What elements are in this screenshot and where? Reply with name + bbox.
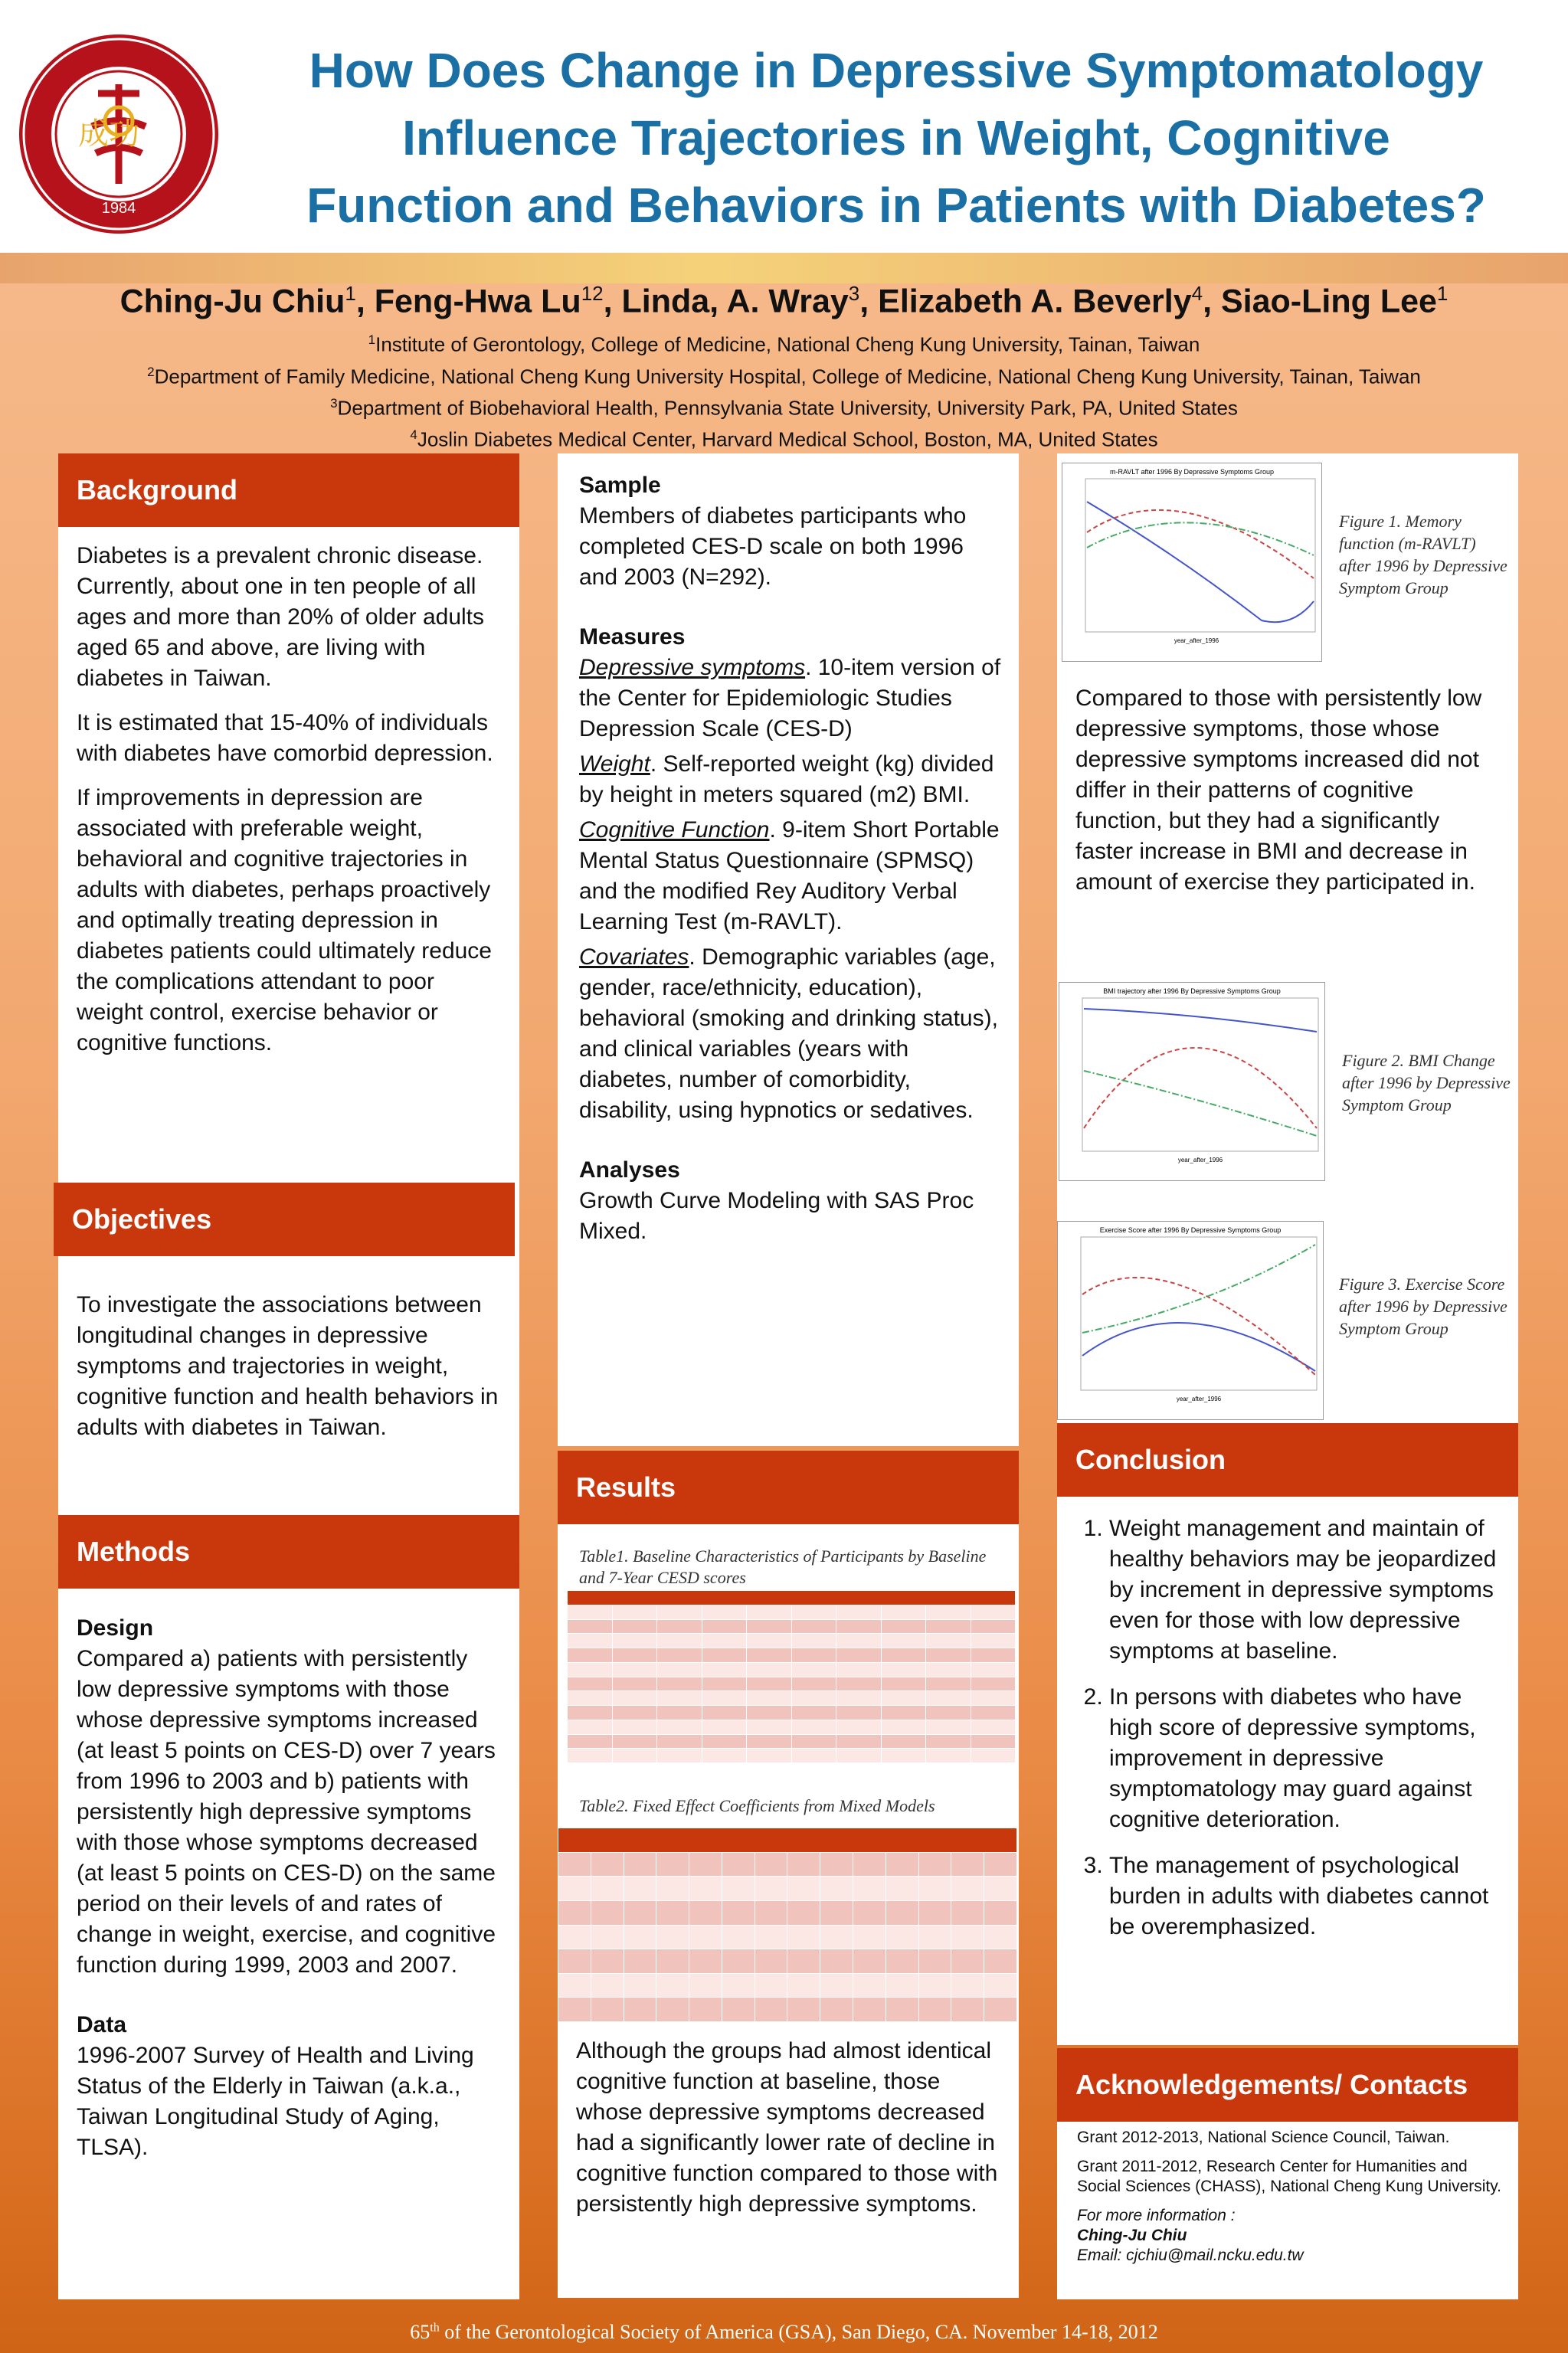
svg-text:year_after_1996: year_after_1996 — [1177, 1157, 1223, 1163]
poster-footer: 65th of the Gerontological Society of America (GSA), San Diego, CA. November 14-18, 2012 — [410, 2321, 1158, 2343]
contact-email[interactable]: Email: cjchiu@mail.ncku.edu.tw — [1077, 2247, 1304, 2264]
methods-text — [77, 1613, 506, 2163]
results-text: Although the groups had almost identical cognitive function at baseline, those whose depressive symptoms decreased had a significantly lower rate of decline in cognitive function compared to those with persistently high depressive symptoms. — [576, 2038, 998, 2217]
figure1-caption: Figure 1. Memory function (m-RAVLT) after 1996 by Depressive Symptom Group — [1339, 512, 1507, 597]
analyses-title: Analyses — [579, 1157, 680, 1183]
svg-text:m-RAVLT after 1996 By Depressi: m-RAVLT after 1996 By Depressive Symptoms Group — [1109, 468, 1275, 476]
measure-covariates: Covariates. Demographic variables (age, gender, race/ethnicity, education), behavioral (smoking and drinking status), and clinical variables (years with diabetes, number of comorbidity, disability, using hypnotics or sedatives. — [579, 944, 998, 1123]
university-logo — [15, 31, 222, 237]
measures-title: Measures — [579, 624, 686, 650]
svg-text:year_after_1996: year_after_1996 — [1174, 637, 1219, 644]
objectives-heading: Objectives — [54, 1183, 515, 1256]
conclusion-item: 2. In persons with diabetes who have high score of depressive symptoms, improvement in depressive symptomatology may guard against cognitive deterioration. — [1109, 1682, 1504, 1835]
table1-caption: Table1. Baseline Characteristics of Participants by Baseline and 7-Year CESD scores — [579, 1546, 987, 1587]
measure-depressive: Depressive symptoms. 10-item version of the Center for Epidemiologic Studies Depression Scale (CES-D) — [579, 655, 1001, 741]
svg-text:1984: 1984 — [101, 200, 136, 217]
affiliation-1: $^1$Institute of Gerontology, College of Medicine, National Cheng Kung University, Tainan, Taiwan — [368, 332, 1200, 356]
methods-heading: Methods — [58, 1515, 519, 1589]
table2-caption: Table2. Fixed Effect Coefficients from Mixed Models — [579, 1796, 935, 1815]
methods-continued — [579, 470, 1005, 1247]
figure3-chart — [1057, 1221, 1324, 1420]
measure-weight: Weight. Self-reported weight (kg) divided by height in meters squared (m2) BMI. — [579, 751, 994, 807]
conclusion-list — [1072, 1514, 1504, 1958]
design-text: Compared a) patients with persistently low depressive symptoms with those whose depressive symptoms increased (at least 5 points on CES-D) over 7 years from 1996 to 2003 and b) patients with persistently high depressive symptoms with those whose symptoms decreased (at least 5 points on CES-D) on the same period on their levels of and rates of change in weight, exercise, and cognitive function during 1999, 2003 and 2007. — [77, 1646, 496, 1978]
figure2-chart — [1059, 982, 1325, 1181]
affiliation-2: $^2$Department of Family Medicine, National Cheng Kung University Hospital, College of Medicine, National Cheng Kung University, Tainan, Taiwan — [147, 365, 1421, 388]
author-list: Ching-Ju Chiu$^1$, Feng-Hwa Lu$^{12}$, Linda, A. Wray$^3$, Elizabeth A. Beverly$^4$, Siao-Ling Lee$^1$ — [119, 282, 1449, 320]
svg-text:BMI trajectory after 1996 By D: BMI trajectory after 1996 By Depressive Symptoms Group — [1103, 987, 1281, 995]
background-text: Diabetes is a prevalent chronic disease. Currently, about one in ten people of all ages and more than 20% of older adults aged 65 and above, are living with diabetes in Taiwan. It is estimated that 15-40% of individuals with diabetes have comorbid depression. If improvements in depression are associated with preferable weight, behavioral and cognitive trajectories in adults with diabetes, perhaps proactively and optimally treating depression in diabetes patients could ultimately reduce the complications attendant to poor weight control, exercise behavior or cognitive functions. — [77, 543, 493, 1055]
sample-text: Members of diabetes participants who completed CES-D scale on both 1996 and 2003 (N=292). — [579, 503, 967, 590]
data-text: 1996-2007 Survey of Health and Living Status of the Elderly in Taiwan (a.k.a., Taiwan Longitudinal Study of Aging, TLSA). — [77, 2043, 474, 2160]
acknowledgements-heading: Acknowledgements/ Contacts — [1057, 2048, 1518, 2122]
poster-title: How Does Change in Depressive Symptomatology Influence Trajectories in Weight, Cognitive Function and Behaviors in Patients with Diabetes? — [306, 43, 1486, 233]
conclusion-item: 1. Weight management and maintain of healthy behaviors may be jeopardized by increment in depressive symptoms even for those with low depressive symptoms at baseline. — [1109, 1514, 1504, 1667]
results-heading: Results — [558, 1451, 1019, 1524]
figure2-caption: Figure 2. BMI Change after 1996 by Depressive Symptom Group — [1342, 1051, 1511, 1114]
sample-title: Sample — [579, 473, 661, 498]
figure1-chart — [1062, 463, 1322, 662]
figures-text: Compared to those with persistently low depressive symptoms, those whose depressive symptoms increased did not differ in their patterns of cognitive function, but they had a significantly faster increase in BMI and decrease in amount of exercise they participated in. — [1075, 686, 1482, 895]
figure3-caption: Figure 3. Exercise Score after 1996 by Depressive Symptom Group — [1339, 1275, 1507, 1338]
objectives-text: To investigate the associations between longitudinal changes in depressive symptoms and trajectories in weight, cognitive function and health behaviors in adults with diabetes in Taiwan. — [77, 1292, 499, 1440]
header-band — [0, 253, 1568, 283]
conclusion-item: 3. The management of psychological burden in adults with diabetes cannot be overemphasized. — [1109, 1851, 1504, 1942]
measure-cognitive: Cognitive Function. 9-item Short Portable Mental Status Questionnaire (SPMSQ) and the modified Rey Auditory Verbal Learning Test (m-RAVLT). — [579, 817, 1000, 934]
svg-text:year_after_1996: year_after_1996 — [1176, 1396, 1222, 1402]
svg-text:Exercise Score after 1996 By D: Exercise Score after 1996 By Depressive Symptoms Group — [1099, 1226, 1282, 1234]
background-heading: Background — [58, 453, 519, 527]
conclusion-heading: Conclusion — [1057, 1423, 1518, 1497]
design-title: Design — [77, 1615, 154, 1641]
affiliation-4: $^4$Joslin Diabetes Medical Center, Harvard Medical School, Boston, MA, United States — [410, 427, 1158, 451]
analyses-text: Growth Curve Modeling with SAS Proc Mixed. — [579, 1188, 974, 1244]
affiliation-3: $^3$Department of Biobehavioral Health, Pennsylvania State University, University Park, PA, United States — [330, 396, 1238, 420]
svg-text:成功: 成功 — [78, 116, 139, 152]
data-title: Data — [77, 2012, 127, 2037]
table1 — [567, 1590, 1016, 1763]
acknowledgements-text: Grant 2012-2013, National Science Council, Taiwan. Grant 2011-2012, Research Center for Humanities and Social Sciences (CHASS), National Cheng Kung University. For more information : Ching-Ju Chiu Email: cjchiu@mail.ncku.edu.tw — [1077, 2128, 1506, 2266]
table2 — [558, 1828, 1017, 2022]
